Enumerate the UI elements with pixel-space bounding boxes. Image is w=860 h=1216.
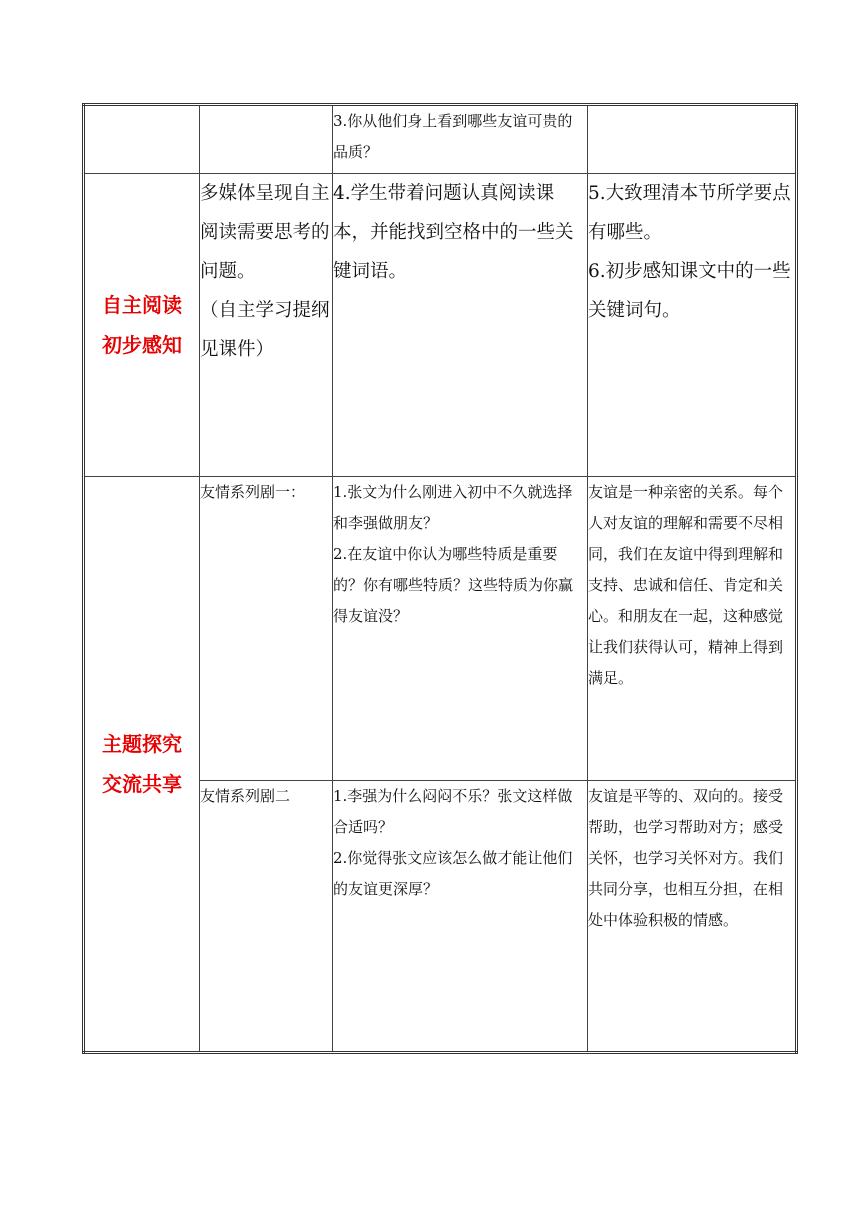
intent-cell: [588, 105, 797, 174]
play-2-questions: 1.李强为什么闷闷不乐？张文这样做合适吗？ 2.你觉得张文应该怎么做才能让他们的友谊更深厚？: [333, 781, 588, 1053]
section-cell: [84, 105, 200, 174]
section-title-explore: 主题探究 交流共享: [84, 477, 200, 1053]
table-row: [84, 477, 797, 781]
section-title-reading: 自主阅读 初步感知: [84, 174, 200, 477]
lesson-plan-table: [82, 103, 798, 1054]
play-2-summary: 友谊是平等的、双向的。接受帮助，也学习帮助对方；感受关怀，也学习关怀对方。我们共同分享，也相互分担，在相处中体验积极的情感。: [588, 781, 797, 1053]
question-3: 3.你从他们身上看到哪些友谊可贵的品质？: [333, 112, 573, 161]
play-1-title: 友情系列剧一：: [200, 477, 333, 781]
student-activity: 4.学生带着问题认真阅读课本，并能找到空格中的一些关键词语。: [333, 174, 588, 477]
teacher-cell: [200, 105, 333, 174]
table-row: [84, 174, 797, 477]
student-cell: [333, 105, 588, 174]
play-1-summary: 友谊是一种亲密的关系。每个人对友谊的理解和需要不尽相同，我们在友谊中得到理解和支持、忠诚和信任、肯定和关心。和朋友在一起，这种感觉让我们获得认可，精神上得到满足。: [588, 477, 797, 781]
design-intent: 5.大致理清本节所学要点有哪些。 6.初步感知课文中的一些关键词句。: [588, 174, 797, 477]
table-row: [84, 105, 797, 174]
play-1-questions: 1.张文为什么刚进入初中不久就选择和李强做朋友？ 2.在友谊中你认为哪些特质是重要的？你有哪些特质？这些特质为你赢得友谊没？: [333, 477, 588, 781]
teacher-activity: 多媒体呈现自主阅读需要思考的问题。 （自主学习提纲见课件）: [200, 174, 333, 477]
play-2-title: 友情系列剧二: [200, 781, 333, 1053]
